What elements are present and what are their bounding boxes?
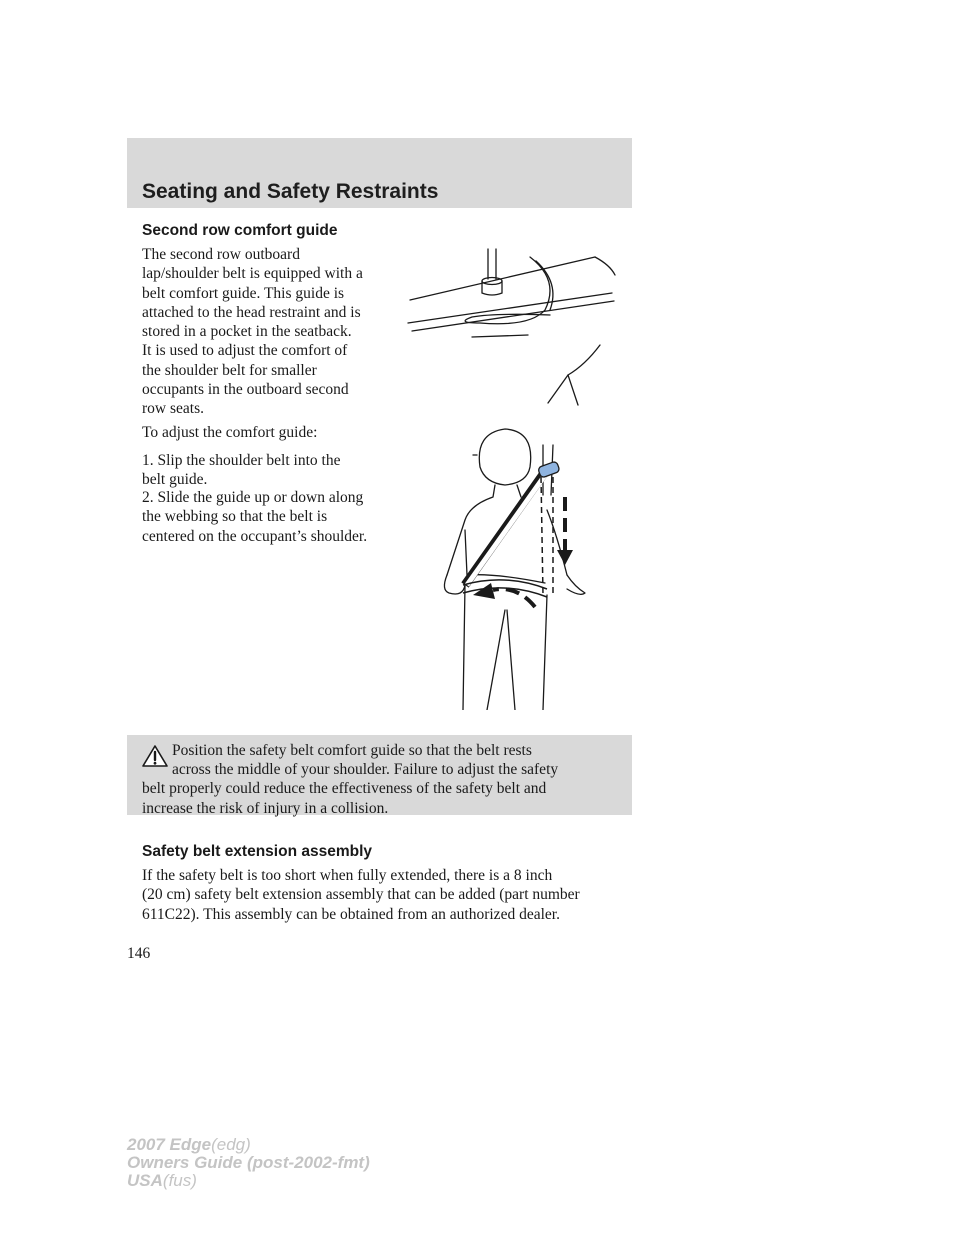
footer-model-code: (edg) [211, 1135, 251, 1154]
warning-text: across the middle of your shoulder. Failure to adjust the safety belt properly could reduce the effectiveness of the safety belt and increase the risk of injury in a collision. [142, 761, 559, 817]
adjust-intro: To adjust the comfort guide: [142, 424, 318, 441]
footer-market-code: (fus) [162, 1171, 197, 1190]
section-title: Seating and Safety Restraints [142, 180, 439, 203]
warning-line-1: Position the safety belt comfort guide so that the belt rests [172, 742, 532, 759]
footer-model: 2007 Edge [127, 1135, 212, 1154]
footer-market: USA [127, 1171, 163, 1190]
step-1: 1. Slip the shoulder belt into the belt guide. [142, 452, 341, 489]
page-number: 146 [127, 945, 151, 962]
comfort-guide-stowed-illustration [400, 235, 630, 415]
footer [127, 1136, 370, 1190]
footer-guide: Owners Guide (post-2002-fmt) [127, 1153, 370, 1172]
extension-heading: Safety belt extension assembly [142, 843, 373, 860]
comfort-guide-intro: The second row outboard lap/shoulder belt is equipped with a belt comfort guide. This guide is attached to the head restraint and is stored in a pocket in the seatback. It is used to adjust the comfort of the shoulder belt for smaller occupants in the outboard second row seats. [142, 246, 363, 418]
step-2: 2. Slide the guide up or down along the webbing so that the belt is centered on the occupant’s shoulder. [142, 489, 368, 545]
occupant-comfort-guide-illustration [435, 425, 600, 710]
extension-text: If the safety belt is too short when fully extended, there is a 8 inch (20 cm) safety belt extension assembly that can be added (part number 611C22). This assembly can be obtained from an authorized dealer. [142, 867, 580, 923]
comfort-guide-heading: Second row comfort guide [142, 222, 338, 239]
